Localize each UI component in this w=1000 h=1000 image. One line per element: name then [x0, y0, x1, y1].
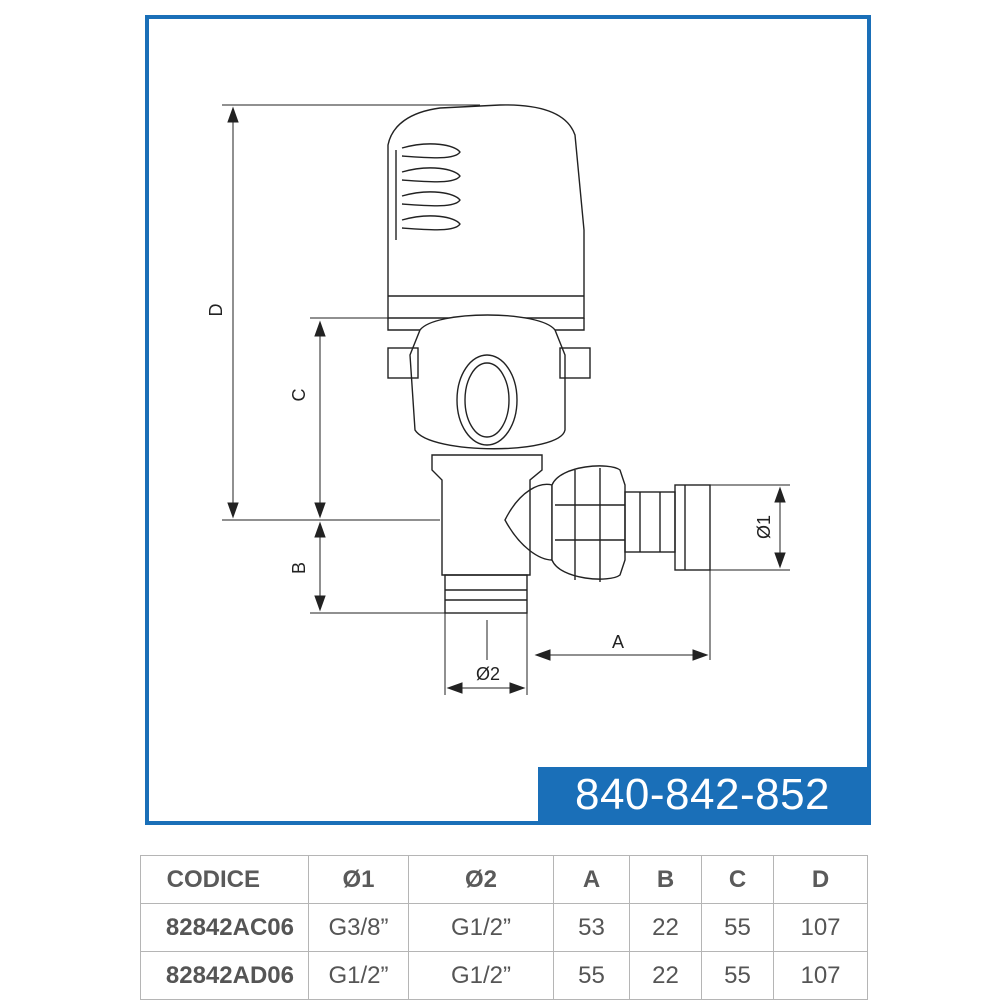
cell-d: 107 — [774, 952, 868, 1000]
cell-c: 55 — [702, 952, 774, 1000]
cell-code: 82842AC06 — [141, 904, 309, 952]
spec-table — [140, 855, 868, 1000]
thermostatic-head — [388, 105, 584, 318]
header-c: C — [702, 856, 774, 904]
header-b: B — [630, 856, 702, 904]
dim-label-a: A — [611, 632, 625, 652]
table-header-row — [141, 856, 868, 904]
header-diam1: Ø1 — [309, 856, 409, 904]
cell-diam2: G1/2” — [409, 952, 554, 1000]
table-row — [141, 952, 868, 1000]
cell-a: 55 — [554, 952, 630, 1000]
product-code-banner: 840-842-852 — [538, 767, 867, 822]
cell-d: 107 — [774, 904, 868, 952]
tailpiece — [625, 492, 675, 552]
header-d: D — [774, 856, 868, 904]
cell-b: 22 — [630, 952, 702, 1000]
cell-c: 55 — [702, 904, 774, 952]
valve-body — [432, 455, 542, 575]
header-codice: CODICE — [141, 856, 309, 904]
bottom-outlet — [445, 575, 527, 613]
dim-label-diam2: Ø2 — [475, 664, 501, 684]
dim-label-d: D — [206, 303, 226, 317]
cell-code: 82842AD06 — [141, 952, 309, 1000]
union-nut — [552, 466, 625, 579]
cell-a: 53 — [554, 904, 630, 952]
header-a: A — [554, 856, 630, 904]
cell-diam1: G3/8” — [309, 904, 409, 952]
dim-label-b: B — [289, 561, 309, 575]
header-diam2: Ø2 — [409, 856, 554, 904]
valve-technical-drawing — [145, 15, 867, 765]
cell-diam2: G1/2” — [409, 904, 554, 952]
cell-b: 22 — [630, 904, 702, 952]
dim-label-c: C — [289, 388, 309, 402]
dim-label-diam1: Ø1 — [754, 514, 774, 540]
table-row — [141, 904, 868, 952]
valve-bonnet — [410, 315, 565, 449]
cell-diam1: G1/2” — [309, 952, 409, 1000]
